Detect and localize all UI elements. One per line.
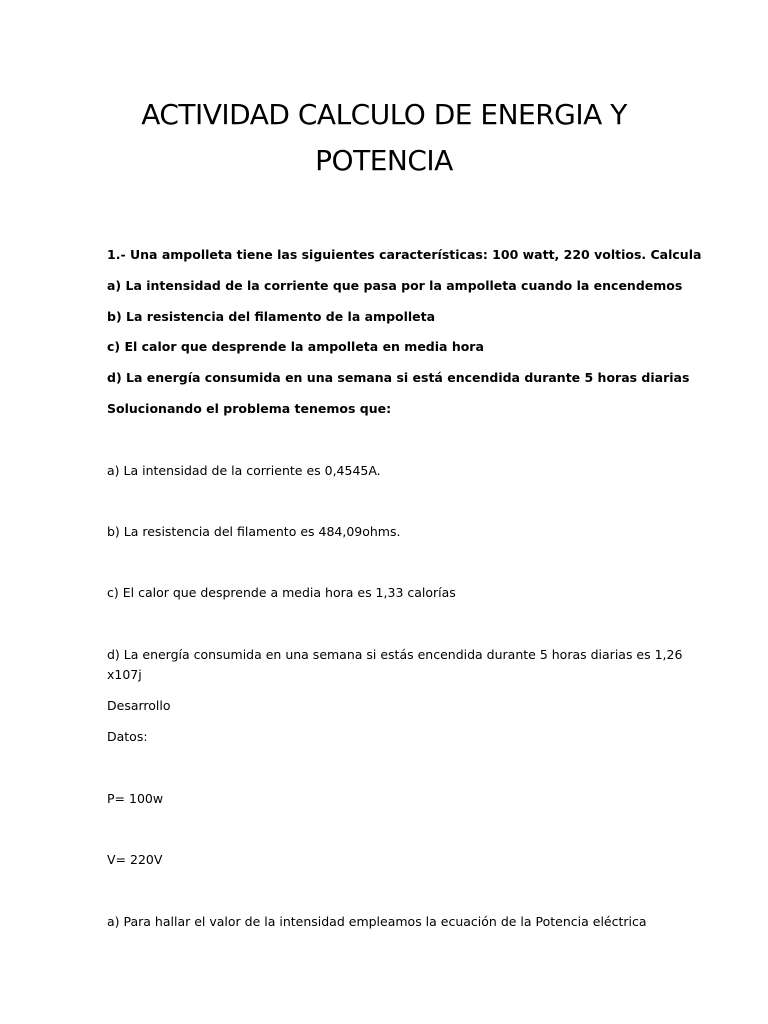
answer-c: c) El calor que desprende a media hora es 1,33 calorías — [107, 585, 456, 600]
answer-b: b) La resistencia del filamento es 484,09ohms. — [107, 524, 401, 539]
problem-statement: 1.- Una ampolleta tiene las siguientes características: 100 watt, 220 voltios. Calcula — [107, 247, 702, 262]
problem-item-c: c) El calor que desprende la ampolleta en media hora — [107, 339, 484, 354]
solving-intro: Solucionando el problema tenemos que: — [107, 401, 392, 416]
data-heading: Datos: — [107, 729, 148, 744]
title-line-1: ACTIVIDAD CALCULO DE ENERGIA Y — [141, 98, 627, 131]
title-line-2: POTENCIA — [315, 144, 453, 177]
answer-a: a) La intensidad de la corriente es 0,4545A. — [107, 463, 381, 478]
problem-item-a: a) La intensidad de la corriente que pasa por la ampolleta cuando la encendemos — [107, 278, 683, 293]
answer-d-continuation: x107j — [107, 667, 142, 682]
answer-d: d) La energía consumida en una semana si estás encendida durante 5 horas diarias es 1,26 — [107, 647, 683, 662]
problem-item-b: b) La resistencia del filamento de la ampolleta — [107, 309, 436, 324]
problem-item-d: d) La energía consumida en una semana si está encendida durante 5 horas diarias — [107, 370, 690, 385]
power-value: P= 100w — [107, 791, 164, 806]
voltage-value: V= 220V — [107, 852, 163, 867]
development-heading: Desarrollo — [107, 698, 171, 713]
step-a-text: a) Para hallar el valor de la intensidad empleamos la ecuación de la Potencia eléctrica — [107, 914, 647, 929]
document-title — [0, 92, 768, 184]
